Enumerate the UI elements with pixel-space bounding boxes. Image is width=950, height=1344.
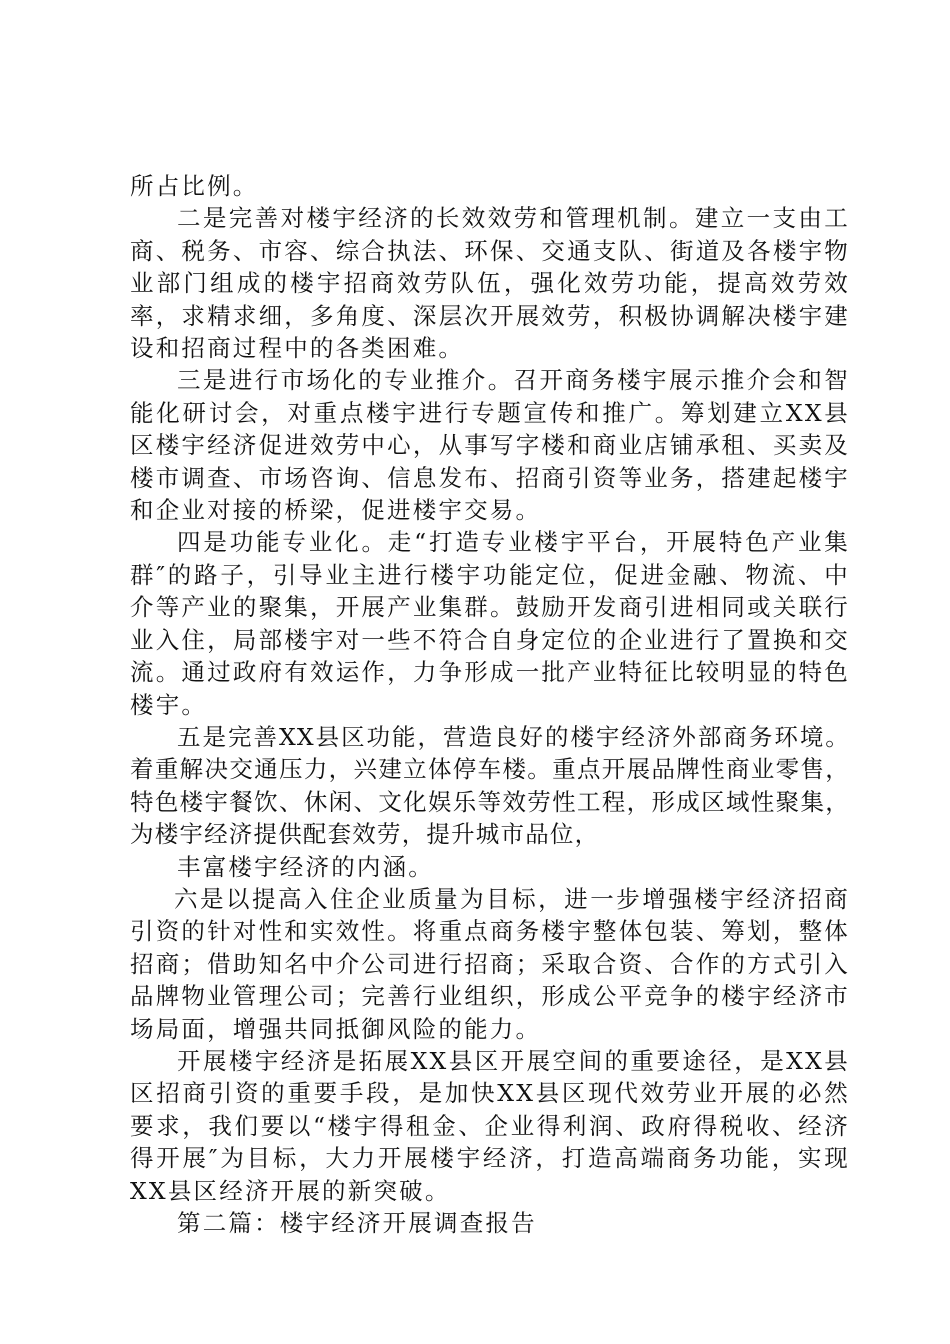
paragraph-point-five: 五是完善XX县区功能，营造良好的楼宇经济外部商务环境。着重解决交通压力，兴建立体停车楼。重点开展品牌性商业零售，特色楼宇餐饮、休闲、文化娱乐等效劳性工程，形成区域性聚集，为楼宇经济提供配套效劳，提升城市品位， <box>130 722 850 849</box>
section-heading-part-two: 第二篇：楼宇经济开展调查报告 <box>177 1209 537 1237</box>
paragraph-conclusion: 开展楼宇经济是拓展XX县区开展空间的重要途径，是XX县区招商引资的重要手段，是加快XX县区现代效劳业开展的必然要求，我们要以“楼宇得租金、企业得利润、政府得税收、经济得开展″为目标，大力开展楼宇经济，打造高端商务功能，实现XX县区经济开展的新突破。 <box>130 1046 850 1205</box>
paragraph-point-two: 二是完善对楼宇经济的长效效劳和管理机制。建立一支由工商、税务、市容、综合执法、环保、交通支队、街道及各楼宇物业部门组成的楼宇招商效劳队伍，强化效劳功能，提高效劳效率，求精求细，多角度、深层次开展效劳，积极协调解决楼宇建设和招商过程中的各类困难。 <box>130 204 850 363</box>
paragraph-point-three: 三是进行市场化的专业推介。召开商务楼宇展示推介会和智能化研讨会，对重点楼宇进行专题宣传和推广。筹划建立XX县区楼宇经济促进效劳中心，从事写字楼和商业店铺承租、买卖及楼市调查、市场咨询、信息发布、招商引资等业务，搭建起楼宇和企业对接的桥梁，促进楼宇交易。 <box>130 366 850 525</box>
paragraph-point-four: 四是功能专业化。走“打造专业楼宇平台，开展特色产业集群″的路子，引导业主进行楼宇功能定位，促进金融、物流、中介等产业的聚集，开展产业集群。鼓励开发商引进相同或关联行业入住，局部楼宇对一些不符合自身定位的企业进行了置换和交流。通过政府有效运作，力争形成一批产业特征比较明显的特色楼宇。 <box>130 528 850 719</box>
paragraph-continuation: 所占比例。 <box>130 172 259 200</box>
paragraph-point-six: 六是以提高入住企业质量为目标，进一步增强楼宇经济招商引资的针对性和实效性。将重点商务楼宇整体包装、筹划，整体招商；借助知名中介公司进行招商；采取合资、合作的方式引入品牌物业管理公司；完善行业组织，形成公平竞争的楼宇经济市场局面，增强共同抵御风险的能力。 <box>130 884 850 1043</box>
document-body <box>130 170 850 1239</box>
paragraph-point-five-continued: 丰富楼宇经济的内涵。 <box>177 852 434 881</box>
